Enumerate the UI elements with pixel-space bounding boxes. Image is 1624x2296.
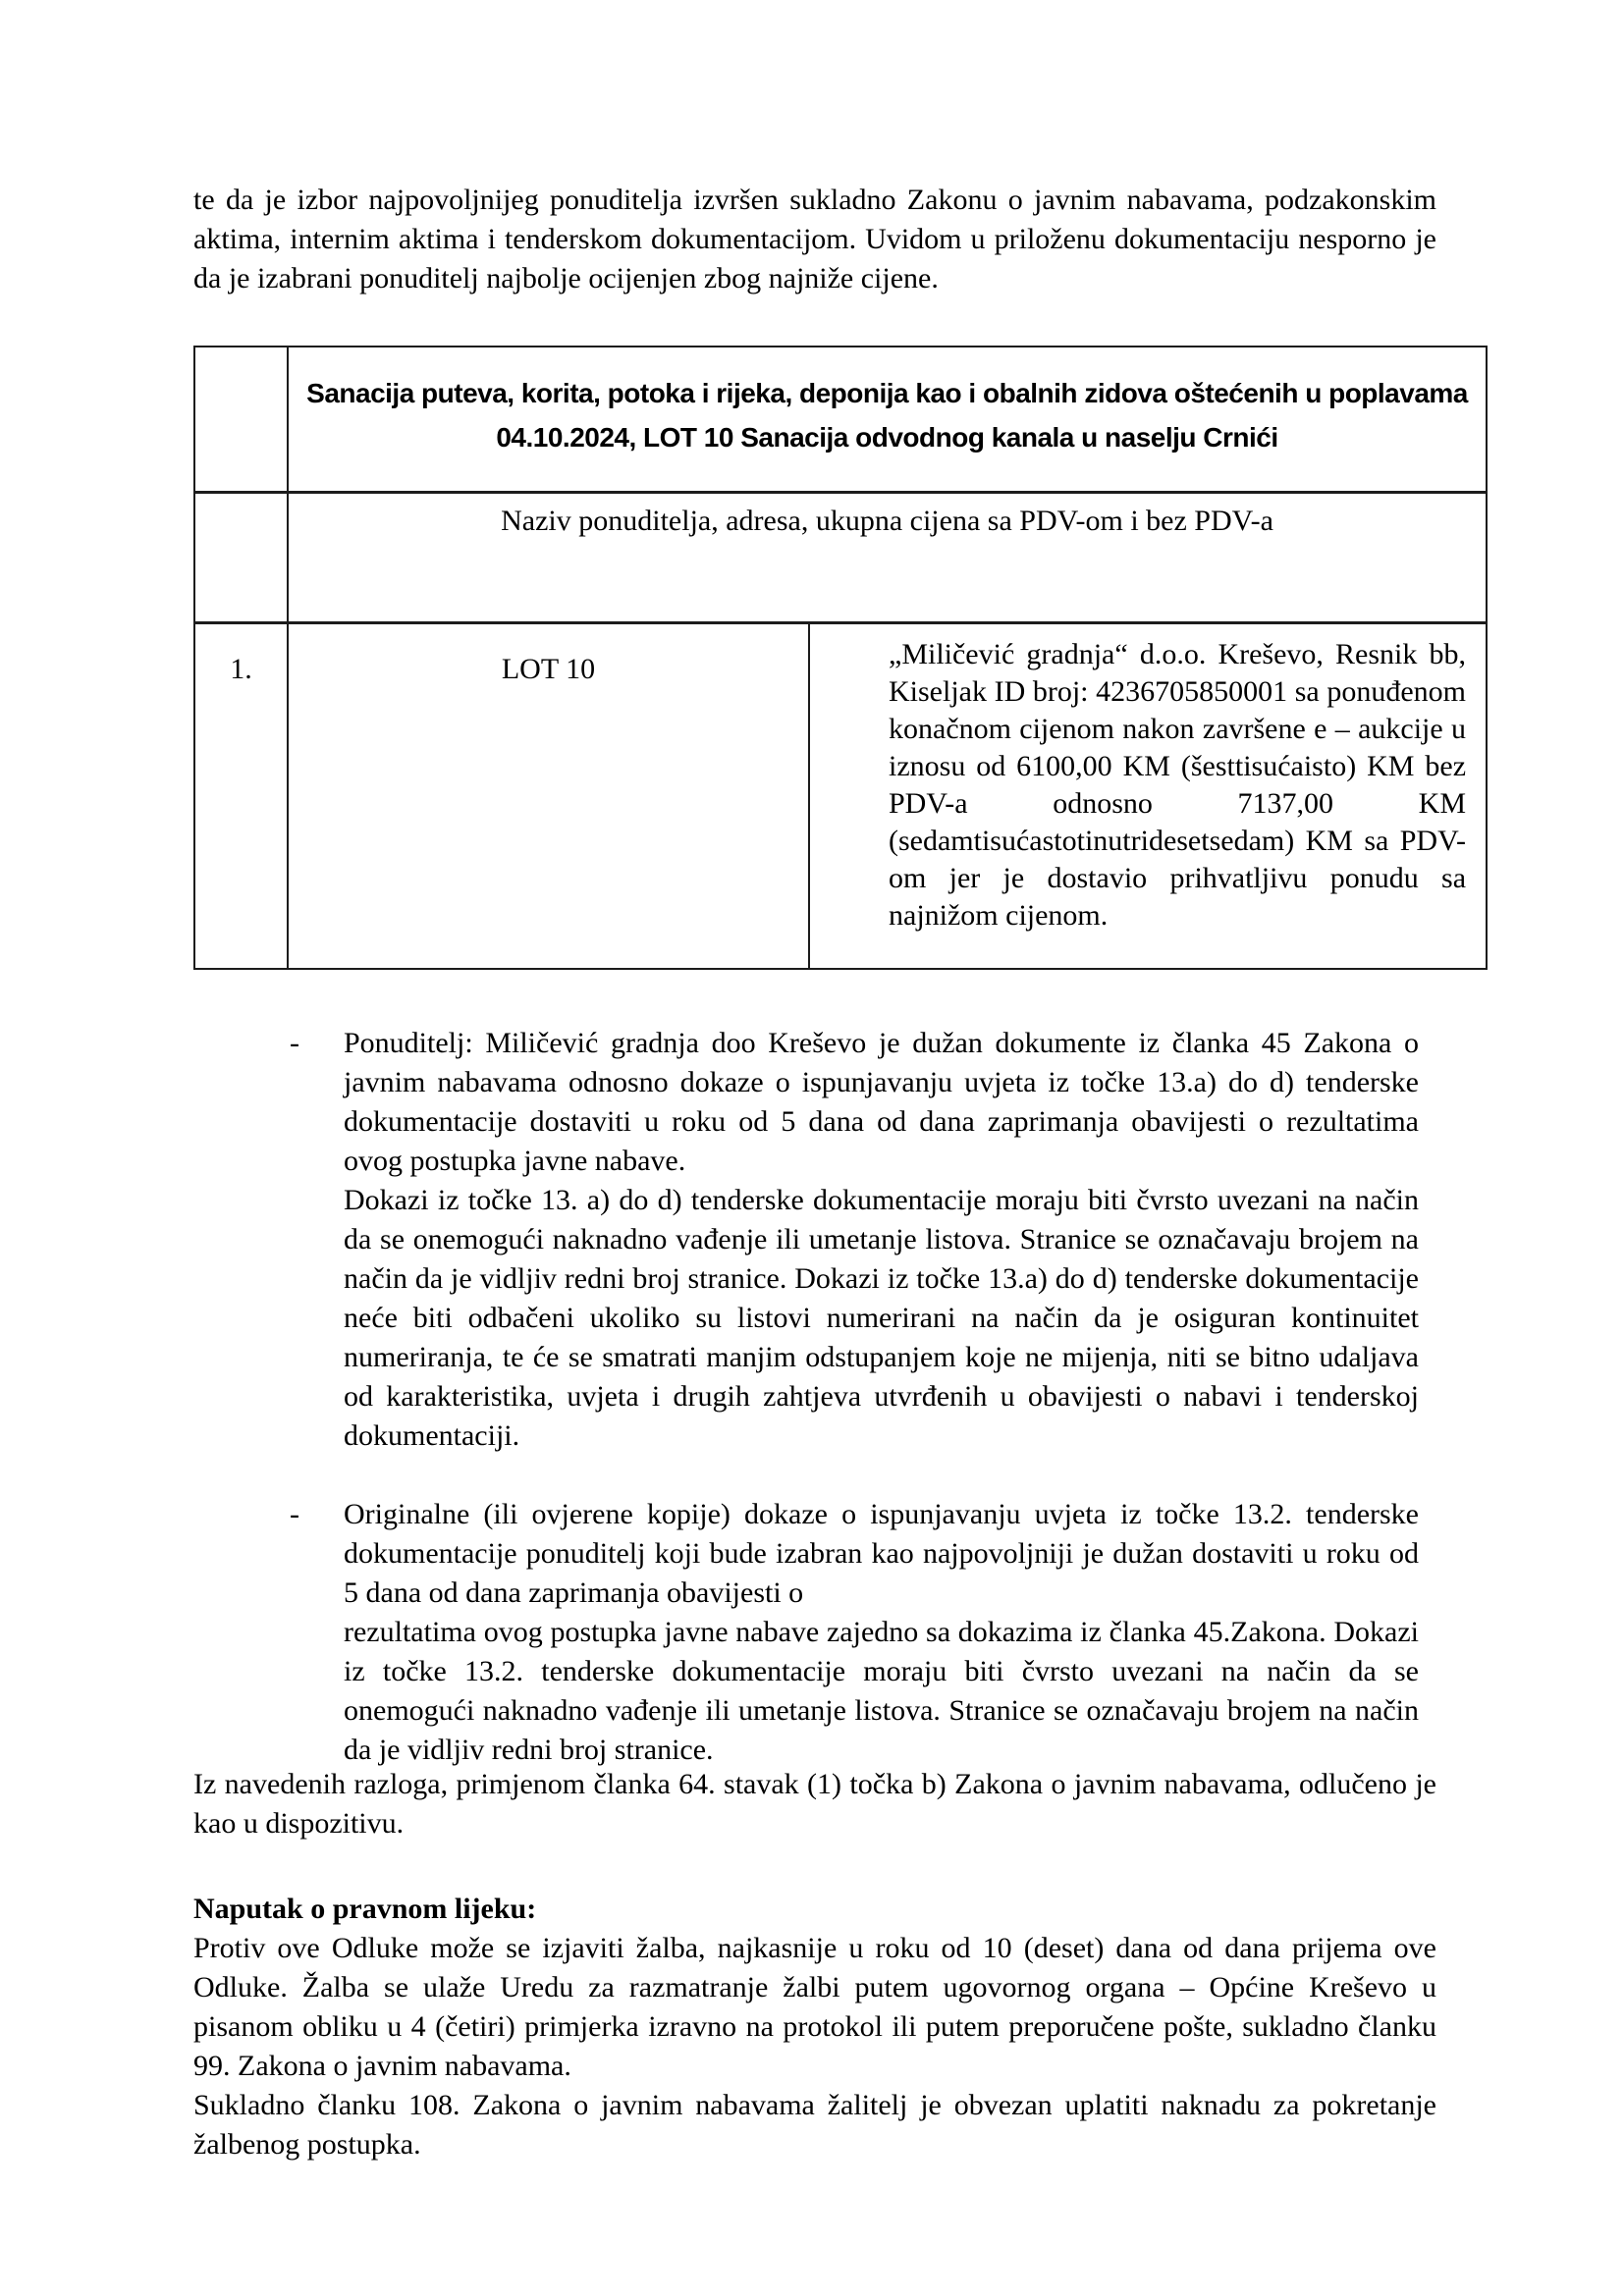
bullet-paragraph: Dokazi iz točke 13. a) do d) tenderske dokumentacije moraju biti čvrsto uvezani na način da se onemogući naknadno vađenje ili umetanje listova. Stranice se označavaju brojem na način da je vidljiv redni broj stranice. Dokazi iz točke 13.a) do d) tenderske dokumentacije neće biti odbačeni ukoliko su listovi numerirani na način da je osiguran kontinuitet numeriranja, te će se smatrati manjim odstupanjem koje ne mijenja, niti se bitno udaljava od karakteristika, uvjeta i drugih zahtjeva utvrđenih u obavijesti o nabavi i tenderskoj dokumentaciji.: [344, 1184, 1419, 1452]
table-title-row-empty-cell: [194, 347, 288, 492]
list-item: [193, 1495, 1436, 1770]
legal-remedy-paragraph: Protiv ove Odluke može se izjaviti žalba, najkasnije u roku od 10 (deset) dana od dana prijema ove Odluke. Žalba se ulaže Uredu za razmatranje žalbi putem ugovornog organa – Općine Kreševo u pisanom obliku u 4 (četiri) primjerka izravno na protokol ili putem preporučene pošte, sukladno članku 99. Zakona o javnim nabavama.: [193, 1932, 1436, 2082]
legal-remedy-paragraph: Sukladno članku 108. Zakona o javnim nabavama žalitelj je obvezan uplatiti naknadu za pokretanje žalbenog postupka.: [193, 2089, 1436, 2161]
bullet-paragraph: Ponuditelj: Miličević gradnja doo Kreševo je dužan dokumente iz članka 45 Zakona o javnim nabavama odnosno dokaze o ispunjavanju uvjeta iz točke 13.a) do d) tenderske dokumentacije dostaviti u roku od 5 dana od dana zaprimanja obavijesti o rezultatima ovog postupka javne nabave.: [344, 1027, 1419, 1177]
bullet-marker: -: [290, 1498, 299, 1530]
table-title-row: [194, 347, 1487, 492]
bullet-text: [344, 1024, 1419, 1456]
bullet-list: [193, 1024, 1436, 1770]
table-row: [194, 622, 1487, 969]
table-subheader-cell: Naziv ponuditelja, adresa, ukupna cijena sa PDV-om i bez PDV-a: [288, 492, 1487, 622]
table-title-cell: Sanacija puteva, korita, potoka i rijeka, deponija kao i obalnih zidova oštećenih u poplavama 04.10.2024, LOT 10 Sanacija odvodnog kanala u naselju Crnići: [288, 347, 1487, 492]
offer-table: [193, 346, 1488, 970]
bullet-paragraph: Originalne (ili ovjerene kopije) dokaze o ispunjavanju uvjeta iz točke 13.2. tenderske dokumentacije ponuditelj koji bude izabran kao najpovoljniji je dužan dostaviti u roku od 5 dana od dana zaprimanja obavijesti o: [344, 1498, 1419, 1609]
legal-remedy-heading: Naputak o pravnom lijeku:: [193, 1893, 537, 1925]
row-lot-cell: LOT 10: [288, 622, 809, 969]
closing-paragraph: Iz navedenih razloga, primjenom članka 64. stavak (1) točka b) Zakona o javnim nabavama, odlučeno je kao u dispozitivu.: [193, 1768, 1436, 1840]
list-item: [193, 1024, 1436, 1456]
legal-remedy-section: [193, 1890, 1436, 2164]
bullet-paragraph: rezultatima ovog postupka javne nabave zajedno sa dokazima iz članka 45.Zakona. Dokazi iz točke 13.2. tenderske dokumentacije moraju biti čvrsto uvezani na način da se onemogući naknadno vađenje ili umetanje listova. Stranice se označavaju brojem na način da je vidljiv redni broj stranice.: [344, 1616, 1419, 1766]
bullet-marker: -: [290, 1027, 299, 1059]
intro-paragraph: te da je izbor najpovoljnijeg ponuditelja izvršen sukladno Zakonu o javnim nabavama, podzakonskim aktima, internim aktima i tenderskom dokumentacijom. Uvidom u priloženu dokumentaciju nesporno je da je izabrani ponuditelj najbolje ocijenjen zbog najniže cijene.: [193, 184, 1436, 294]
bullet-text: [344, 1495, 1419, 1770]
table-subheader-row-empty-cell: [194, 492, 288, 622]
row-number-cell: 1.: [194, 622, 288, 969]
table-subheader-row: [194, 492, 1487, 622]
row-bidder-details-cell: „Miličević gradnja“ d.o.o. Kreševo, Resnik bb, Kiseljak ID broj: 4236705850001 sa ponuđenom konačnom cijenom nakon završene e – aukcije u iznosu od 6100,00 KM (šesttisućaisto) KM bez PDV-a odnosno 7137,00 KM (sedamtisućastotinutridesetsedam) KM sa PDV-om jer je dostavio prihvatljivu ponudu sa najnižom cijenom.: [809, 622, 1487, 969]
